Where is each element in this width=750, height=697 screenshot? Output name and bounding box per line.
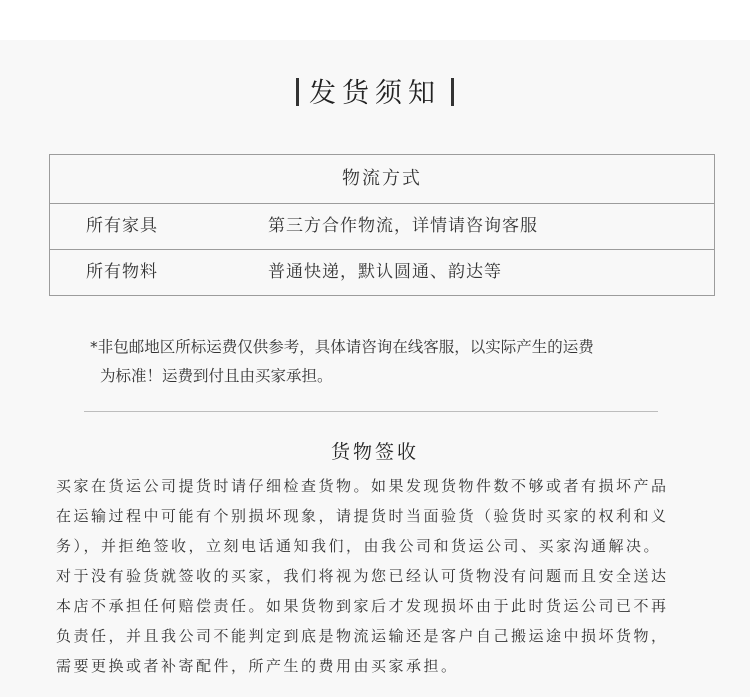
table-row [50, 204, 714, 249]
table-cell-method: 普通快递，默认圆通、韵达等 [268, 262, 502, 282]
table-row [50, 249, 714, 295]
note-line: *非包邮地区所标运费仅供参考，具体请咨询在线客服，以实际产生的运费 [90, 338, 594, 356]
title-bar-right [451, 78, 454, 106]
body-line: 对于没有验货就签收的买家，我们将视为您已经认可货物没有问题而且安全送达 [56, 567, 669, 585]
body-line: 在运输过程中可能有个别损坏现象，请提货时当面验货（验货时买家的权利和义 [56, 507, 669, 525]
shipping-fee-note [90, 333, 670, 391]
table-cell-item: 所有物料 [86, 262, 158, 282]
note-line: 为标准！运费到付且由买家承担。 [100, 367, 333, 385]
receipt-section-title: 货物签收 [330, 441, 419, 463]
body-line: 负责任，并且我公司不能判定到底是物流运输还是客户自己搬运途中损坏货物， [56, 627, 669, 645]
section-divider [84, 411, 658, 412]
logistics-table-header: 物流方式 [50, 155, 714, 204]
page-title [0, 76, 750, 112]
body-line: 务），并拒绝签收，立刻电话通知我们，由我公司和货运公司、买家沟通解决。 [56, 537, 662, 555]
top-strip [0, 0, 750, 40]
page-title-text: 发货须知 [309, 78, 441, 109]
title-bar-left [296, 78, 299, 106]
body-line: 买家在货运公司提货时请仔细检查货物。如果发现货物件数不够或者有损坏产品 [56, 477, 669, 495]
table-cell-item: 所有家具 [86, 216, 158, 236]
body-line: 需要更换或者补寄配件，所产生的费用由买家承担。 [56, 657, 459, 675]
receipt-section-body [56, 471, 706, 681]
table-cell-method: 第三方合作物流，详情请咨询客服 [268, 216, 538, 236]
body-line: 本店不承担任何赔偿责任。如果货物到家后才发现损坏由于此时货运公司已不再 [56, 597, 669, 615]
logistics-table [49, 154, 715, 296]
